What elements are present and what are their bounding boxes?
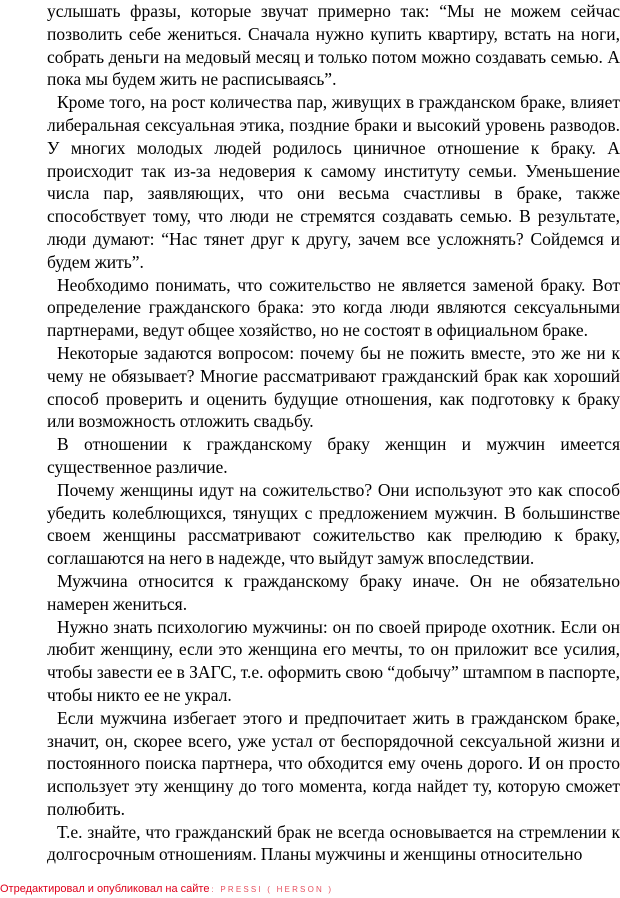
paragraph-10: Т.е. знайте, что гражданский брак не всегда основывается на стремлении к долгосрочным отношениям. Планы мужчины и женщины относительно xyxy=(47,821,620,865)
paragraph-1: услышать фразы, которые звучат примерно так: “Мы не можем сейчас позволить себе жениться. Сначала нужно купить квартиру, встать на ноги, собрать деньги на медовый месяц и только потом можно создавать семью. А пока мы будем жить не расписываясь”. xyxy=(47,1,620,90)
footer-brand-link[interactable]: : PRESSI ( HERSON ) xyxy=(211,885,334,894)
paragraph-4: Некоторые задаются вопросом: почему бы не пожить вместе, это же ни к чему не обязывает? Многие рассматривают гражданский брак как хороший способ проверить и оценить будущие отношения, как подготовку к браку или возможность отложить свадьбу. xyxy=(47,342,620,432)
paragraph-8: Нужно знать психологию мужчины: он по своей природе охотник. Если он любит женщину, если это женщина его мечты, то он приложит все усилия, чтобы завести ее в ЗАГС, т.е. оформить свою “добычу” штампом в паспорте, чтобы никто ее не украл. xyxy=(47,616,620,705)
document-page xyxy=(47,0,620,865)
paragraph-2: Кроме того, на рост количества пар, живущих в гражданском браке, влияет либеральная сексуальная этика, поздние браки и высокий уровень разводов. У многих молодых людей родилось циничное отношение к браку. А происходит так из-за недоверия к самому институту семьи. Уменьшение числа пар, заявляющих, что они весьма счастливы в браке, также способствует тому, что люди не стремятся создавать семью. В результате, люди думают: “Нас тянет друг к другу, зачем все усложнять? Сойдемся и будем жить”. xyxy=(47,92,620,272)
footer-credit xyxy=(0,881,333,897)
paragraph-3: Необходимо понимать, что сожительство не является заменой браку. Вот определение гражданского брака: это когда люди являются сексуальными партнерами, ведут общее хозяйство, но не состоят в официальном браке. xyxy=(47,274,620,341)
paragraph-6: Почему женщины идут на сожительство? Они используют это как способ убедить колеблющихся, тянущих с предложением мужчин. В большинстве своем женщины рассматривают сожительство как прелюдию к браку, соглашаются на него в надежде, что выйдут замуж впоследствии. xyxy=(47,479,620,569)
paragraph-7: Мужчина относится к гражданскому браку иначе. Он не обязательно намерен жениться. xyxy=(47,570,620,614)
paragraph-9: Если мужчина избегает этого и предпочитает жить в гражданском браке, значит, он, скорее всего, уже устал от беспорядочной сексуальной жизни и постоянного поиска партнера, что обходится ему очень дорого. И он просто использует эту женщину до того момента, когда найдет ту, которую сможет полюбить. xyxy=(47,707,620,819)
paragraph-5: В отношении к гражданскому браку женщин и мужчин имеется существенное различие. xyxy=(47,434,620,477)
footer-text: Отредактировал и опубликовал на сайте xyxy=(0,883,210,895)
